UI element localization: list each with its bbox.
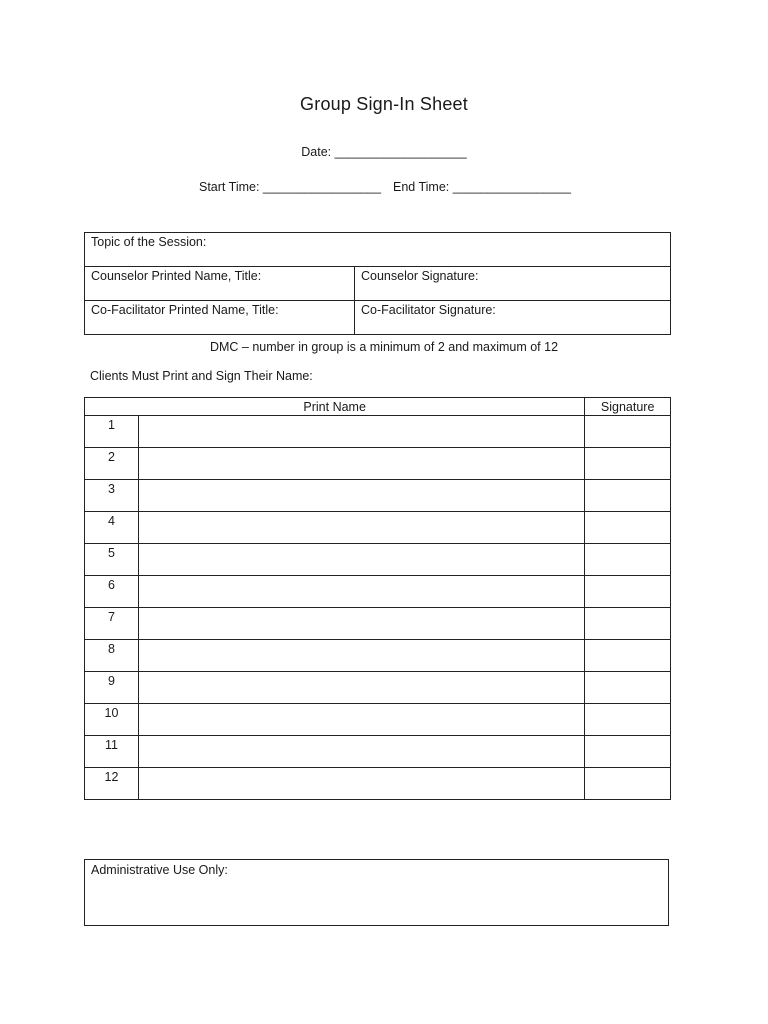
date-field[interactable]: Date: ___________________ — [301, 145, 467, 159]
print-name-cell[interactable] — [139, 640, 585, 672]
counselor-signature-field[interactable]: Counselor Signature: — [355, 267, 671, 301]
table-row — [85, 512, 671, 544]
table-row — [85, 576, 671, 608]
table-row — [85, 768, 671, 800]
table-row — [85, 448, 671, 480]
signature-cell[interactable] — [585, 576, 671, 608]
signature-cell[interactable] — [585, 608, 671, 640]
table-row — [85, 704, 671, 736]
counselor-name-field[interactable]: Counselor Printed Name, Title: — [85, 267, 355, 301]
table-row — [85, 736, 671, 768]
print-name-header: Print Name — [85, 398, 585, 416]
table-row — [85, 480, 671, 512]
admin-label: Administrative Use Only: — [91, 863, 228, 877]
print-name-cell[interactable] — [139, 480, 585, 512]
signature-cell[interactable] — [585, 640, 671, 672]
session-info-table — [84, 232, 671, 335]
row-number: 1 — [85, 416, 139, 448]
signature-header: Signature — [585, 398, 671, 416]
signature-cell[interactable] — [585, 544, 671, 576]
row-number: 10 — [85, 704, 139, 736]
signature-cell[interactable] — [585, 512, 671, 544]
clients-instruction: Clients Must Print and Sign Their Name: — [90, 369, 313, 383]
print-name-cell[interactable] — [139, 768, 585, 800]
start-time-field[interactable]: Start Time: _________________ — [199, 180, 382, 194]
row-number: 6 — [85, 576, 139, 608]
print-name-cell[interactable] — [139, 416, 585, 448]
signature-cell[interactable] — [585, 768, 671, 800]
signature-cell[interactable] — [585, 416, 671, 448]
cofacilitator-signature-field[interactable]: Co-Facilitator Signature: — [355, 301, 671, 335]
print-name-cell[interactable] — [139, 672, 585, 704]
table-row — [85, 416, 671, 448]
row-number: 11 — [85, 736, 139, 768]
print-name-cell[interactable] — [139, 448, 585, 480]
cofacilitator-name-field[interactable]: Co-Facilitator Printed Name, Title: — [85, 301, 355, 335]
sign-in-table — [84, 397, 671, 800]
print-name-cell[interactable] — [139, 576, 585, 608]
print-name-cell[interactable] — [139, 608, 585, 640]
table-row — [85, 672, 671, 704]
admin-use-box[interactable] — [84, 859, 669, 926]
signature-cell[interactable] — [585, 704, 671, 736]
row-number: 3 — [85, 480, 139, 512]
signature-cell[interactable] — [585, 448, 671, 480]
end-time-field[interactable]: End Time: _________________ — [393, 180, 571, 194]
group-size-note: DMC – number in group is a minimum of 2 and maximum of 12 — [209, 340, 559, 354]
signature-cell[interactable] — [585, 672, 671, 704]
print-name-cell[interactable] — [139, 736, 585, 768]
row-number: 7 — [85, 608, 139, 640]
page-title: Group Sign-In Sheet — [300, 94, 468, 114]
row-number: 8 — [85, 640, 139, 672]
row-number: 2 — [85, 448, 139, 480]
print-name-cell[interactable] — [139, 512, 585, 544]
table-row — [85, 544, 671, 576]
topic-field[interactable]: Topic of the Session: — [85, 233, 671, 267]
row-number: 5 — [85, 544, 139, 576]
print-name-cell[interactable] — [139, 704, 585, 736]
row-number: 4 — [85, 512, 139, 544]
signature-cell[interactable] — [585, 480, 671, 512]
signature-cell[interactable] — [585, 736, 671, 768]
table-row — [85, 608, 671, 640]
row-number: 9 — [85, 672, 139, 704]
print-name-cell[interactable] — [139, 544, 585, 576]
row-number: 12 — [85, 768, 139, 800]
table-row — [85, 640, 671, 672]
